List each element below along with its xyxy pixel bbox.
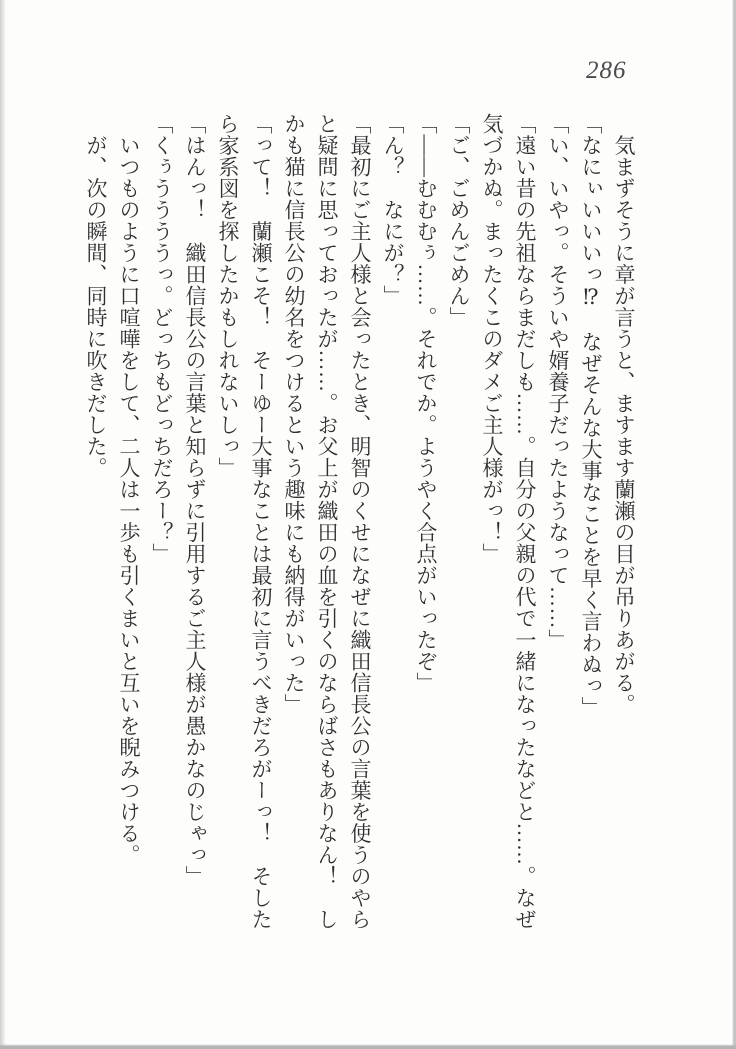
text-column: 「くぅううううっ。どっちもどっちだろー？」 [150, 113, 174, 565]
page-bottom-edge-shadow [0, 1044, 736, 1049]
text-column: 「ご、ごめんごめん」 [447, 113, 471, 328]
text-column: 気づかぬ。まったくこのダメご主人様がっ！」 [480, 113, 504, 565]
page-right-edge-line [732, 0, 736, 1049]
page-number: 286 [586, 57, 627, 84]
text-column: いつものように口喧嘩をして、二人は一歩も引くまいと互いを睨みつける。 [117, 113, 141, 866]
text-column: 気まずそうに章が言うと、ますます蘭瀬の目が吊りあがる。 [612, 113, 636, 715]
text-column: 「い、いやっ。そういや婿養子だったようなって……」 [546, 113, 570, 651]
text-column: かも猫に信長公の幼名をつけるという趣味にも納得がいった」 [282, 113, 306, 715]
text-column: 「遠い昔の先祖ならまだしも……。自分の父親の代で一緒になったなどと……。なぜ [513, 113, 537, 930]
text-column: 「なにぃいいいっ⁉ なぜそんな大事なことを早く言わぬっ」 [579, 113, 603, 718]
text-column: 「――むむむぅ……。それでか。ようやく合点がいったぞ」 [414, 113, 438, 694]
vertical-text-block [79, 113, 640, 958]
page-left-edge-shadow [0, 0, 7, 1049]
text-column: 「はんっ！ 織田信長公の言葉と知らずに引用するご主人様が愚かなのじゃっ」 [183, 113, 207, 887]
text-column: 「最初にご主人様と会ったとき、明智のくせになぜに織田信長公の言葉を使うのやら [348, 113, 372, 930]
text-column: 「ん？ なにが？」 [381, 113, 405, 307]
text-column: と疑問に思っておったが……。お父上が織田の血を引くのならばさもありなん！ し [315, 113, 339, 930]
text-column: 「って！ 蘭瀬こそ！ そーゆー大事なことは最初に言うべきだろがーっ！ そした [249, 113, 273, 930]
text-column: が、次の瞬間、同時に吹きだした。 [84, 113, 108, 479]
text-column: ら家系図を探したかもしれないしっ」 [216, 113, 240, 479]
